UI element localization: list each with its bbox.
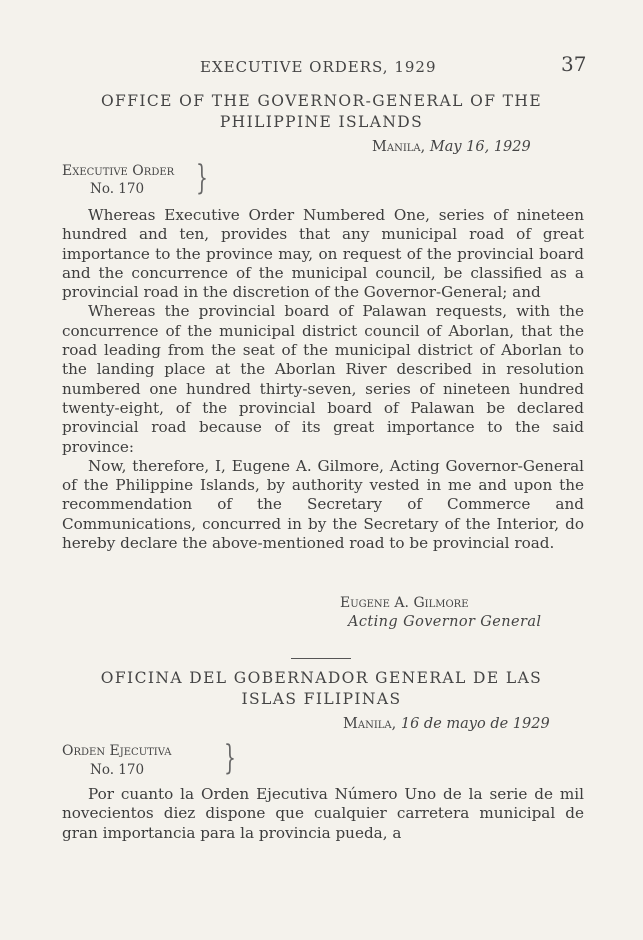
order-number: No. 170 [90,181,145,197]
section-divider [291,658,351,659]
page-number: 37 [561,52,587,76]
paragraph: Now, therefore, I, Eugene A. Gilmore, Acting Governor-General of the Philippine Islands, by authority vested in me and upon the recommendation of the Secretary of Commerce and Communications, concurred in by the Secretary of the Interior, do hereby declare the above-mentioned road to be provincial road. [62,456,584,553]
brace-icon: } [196,158,208,198]
spanish-office-title-line2: ISLAS FILIPINAS [241,690,402,708]
dateline-date: May 16, 1929 [429,139,531,155]
dateline [372,139,531,155]
signature-title: Acting Governor General [348,614,542,630]
spanish-dateline-date: 16 de mayo de 1929 [400,716,550,732]
paragraph: Whereas the provincial board of Palawan requests, with the concurrence of the municipal district council of Aborlan, that the road leading from the seat of the municipal district of Aborlan to the landing place at the Aborlan River described in resolution numbered one hundred thirty-seven, series of nineteen hundred twenty-eight, of the provincial board of Palawan be declared provincial road because of its great importance to the said province: [62,302,584,456]
paragraph: Por cuanto la Orden Ejecutiva Número Uno de la serie de mil novecientos diez dispone que cualquier carretera municipal de gran importancia para la provincia pueda, a [62,785,584,842]
paragraph: Whereas Executive Order Numbered One, series of nineteen hundred and ten, provides that any municipal road of great importance to the province may, on request of the provincial board and the concurrence of the municipal council, be classified as a provincial road in the discretion of the Governor-General; and [62,206,584,302]
office-title-line1: OFFICE OF THE GOVERNOR-GENERAL OF THE [100,92,543,110]
english-body [62,206,584,553]
brace-icon: } [224,738,236,778]
spanish-body [62,785,584,843]
running-head: EXECUTIVE ORDERS, 1929 [200,58,437,76]
spanish-dateline [343,716,550,732]
office-title-line2: PHILIPPINE ISLANDS [219,113,424,131]
spanish-order-label: Orden Ejecutiva [62,743,172,759]
spanish-dateline-place: Manila, [343,716,397,732]
order-label: Executive Order [62,163,175,179]
spanish-office-title-line1: OFICINA DEL GOBERNADOR GENERAL DE LAS [100,669,543,687]
dateline-place: Manila, [372,139,426,155]
spanish-order-number: No. 170 [90,762,145,778]
signature-name: Eugene A. Gilmore [340,595,469,611]
